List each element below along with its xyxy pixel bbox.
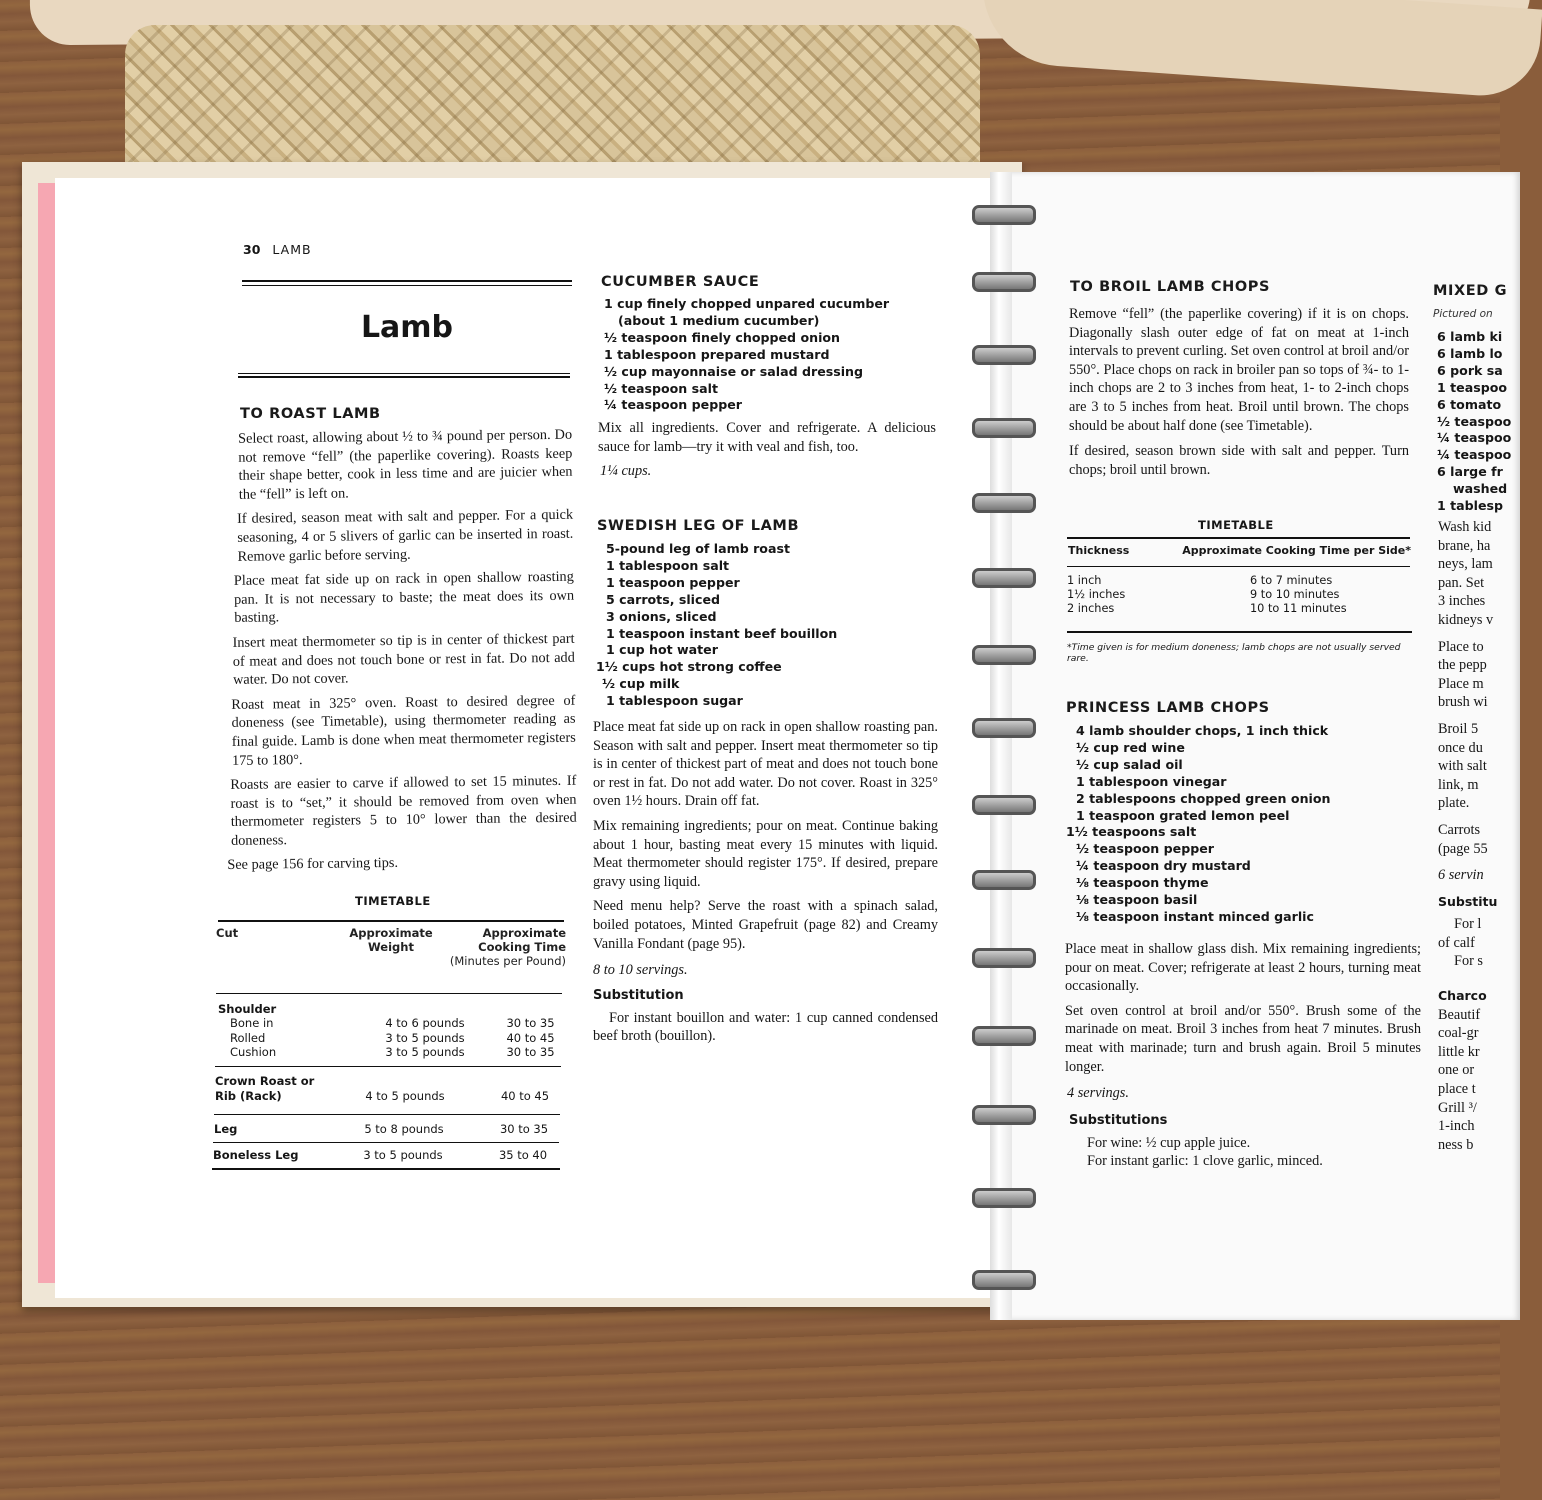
page-header	[243, 242, 312, 257]
broil-timetable-title: TIMETABLE	[1198, 518, 1274, 532]
ingredient: 1½ teaspoons salt	[1066, 824, 1197, 840]
roast-timetable	[216, 926, 566, 968]
swedish-paragraph: Place meat fat side up on rack in open shallow roasting pan. Season with salt and pepper. Insert meat thermometer so tip is in center of thickest part of meat and does not touch bone or rest in fat. Do not add water. Do not cover. Roast in 325° oven 1½ hours. Drain off fat.	[593, 719, 938, 810]
partial-line: brush wi	[1438, 694, 1488, 711]
ingredient: ½ cup mayonnaise or salad dressing	[604, 363, 864, 379]
page-number: 30	[243, 242, 261, 257]
ingredient: ¼ teaspoo	[1437, 430, 1512, 446]
cell-cut: Bone in	[230, 1016, 274, 1030]
cell-time: 10 to 11 minutes	[1250, 602, 1347, 615]
roast-paragraph: See page 156 for carving tips.	[227, 855, 399, 874]
ingredient: ⅛ teaspoon instant minced garlic	[1076, 908, 1314, 924]
binding-ring	[972, 1105, 1036, 1125]
partial-line: Place m	[1438, 675, 1484, 692]
broil-body	[1069, 305, 1409, 479]
cucumber-yield: 1¼ cups.	[600, 463, 652, 479]
partial-line: 6 servin	[1438, 867, 1484, 884]
ingredient: 1½ cups hot strong coffee	[596, 659, 782, 675]
ingredient: 1 tablespoon sugar	[606, 693, 743, 709]
swedish-paragraph: Mix remaining ingredients; pour on meat. Continue baking about 1 hour, basting meat every 15 minutes with liquid. Meat thermometer should register 175°. If desired, prepare gravy using liquid.	[593, 817, 938, 890]
binding-ring	[972, 645, 1036, 665]
cucumber-heading: CUCUMBER SAUCE	[601, 274, 760, 290]
binding-ring	[972, 418, 1036, 438]
roast-body	[222, 426, 577, 881]
swedish-body	[593, 718, 938, 1046]
ingredient: ⅛ teaspoon basil	[1076, 892, 1198, 908]
ingredient: ¼ teaspoon dry mustard	[1076, 858, 1251, 874]
binding-ring	[972, 795, 1036, 815]
col-weight: Approximate Weight	[349, 926, 433, 954]
ingredient: 1 teaspoo	[1437, 379, 1508, 395]
swedish-paragraph: Need menu help? Serve the roast with a spinach salad, boiled potatoes, Minted Grapefruit (page 82) and Creamy Vanilla Fondant (page 95).	[593, 898, 938, 952]
princess-paragraph: Place meat in shallow glass dish. Mix remaining ingredients; pour on meat. Cover; refrigerate at least 2 hours, turning meat occasionally.	[1065, 941, 1421, 995]
partial-line: Beautif	[1438, 1006, 1481, 1023]
ingredient: 6 tomato	[1437, 396, 1502, 412]
table-row	[1067, 602, 1410, 616]
roast-timetable-title: TIMETABLE	[355, 894, 431, 908]
roast-paragraph: Select roast, allowing about ½ to ¾ pound per person. Do not remove “fell” (the paperlike covering). Roasts keep their shape better, cook in less time and are juicier when the “fell” is left on.	[238, 426, 573, 503]
partial-line: 1-inch	[1438, 1118, 1475, 1135]
partial-line: place t	[1438, 1081, 1476, 1098]
broil-timetable-header	[1068, 544, 1411, 557]
ingredient: ½ teaspoon finely chopped onion	[604, 329, 841, 345]
partial-line: with salt	[1438, 758, 1487, 775]
cell-weight: 3 to 5 pounds	[363, 1148, 443, 1162]
partial-line: little kr	[1438, 1043, 1480, 1060]
princess-paragraph: Set oven control at broil and/or 550°. Brush some of the marinade on meat. Broil 3 inches from heat 7 minutes. Brush meat with marinade; turn and brush again. Broil 5 minutes longer.	[1065, 1002, 1421, 1075]
partial-line: link, m	[1438, 776, 1479, 793]
partial-line: pan. Set	[1438, 574, 1485, 591]
cell-time: 9 to 10 minutes	[1250, 588, 1340, 601]
binding-ring	[972, 1188, 1036, 1208]
ingredient: 1 tablespoon salt	[606, 557, 730, 573]
ingredient: ½ cup red wine	[1076, 739, 1185, 755]
mixed-heading: MIXED G	[1433, 283, 1508, 299]
table-row	[216, 1045, 566, 1060]
col-time: Approximate Cooking Time	[478, 926, 566, 954]
cell-weight: 3 to 5 pounds	[385, 1045, 465, 1060]
roast-paragraph: Insert meat thermometer so tip is in center of thickest part of meat and does not touch bone or rest in fat. Do not add water. Do not cover.	[232, 630, 575, 689]
mixed-pictured: Pictured on	[1433, 308, 1493, 320]
ingredient: 6 lamb lo	[1437, 345, 1503, 361]
chapter-title: Lamb	[360, 310, 454, 345]
table-row	[213, 1148, 563, 1162]
cell-time: 30 to 35	[506, 1016, 555, 1030]
partial-line: neys, lam	[1438, 556, 1493, 573]
partial-line: For s	[1454, 953, 1483, 970]
ingredient: 1 tablespoon prepared mustard	[604, 346, 830, 362]
ingredient: 6 large fr	[1437, 464, 1503, 480]
partial-line: Broil 5	[1438, 720, 1479, 737]
swedish-yield: 8 to 10 servings.	[593, 962, 688, 979]
ingredient: ½ cup milk	[602, 676, 680, 692]
ingredient: ⅛ teaspoon thyme	[1076, 875, 1209, 891]
partial-line: Wash kid	[1438, 519, 1492, 535]
col-thickness: Thickness	[1068, 544, 1130, 557]
cell-weight: 3 to 5 pounds	[385, 1030, 465, 1045]
ingredient: (about 1 medium cucumber)	[618, 312, 820, 328]
binding-ring	[972, 870, 1036, 890]
partial-line: 3 inches	[1438, 593, 1486, 610]
cell-time: 30 to 35	[499, 1122, 549, 1136]
ingredient: 1 tablespoon vinegar	[1076, 773, 1227, 789]
binding-ring	[972, 205, 1036, 225]
cell-cut: Crown Roast or Rib (Rack)	[215, 1074, 315, 1103]
cell-cut: Leg	[214, 1122, 238, 1136]
ingredient: ¼ teaspoon pepper	[604, 397, 742, 413]
binding-ring	[972, 345, 1036, 365]
cucumber-ingredients	[604, 296, 944, 414]
cell-time: 35 to 40	[498, 1148, 548, 1162]
cell-thickness: 1 inch	[1067, 574, 1102, 587]
partial-line: Substitu	[1438, 893, 1498, 909]
partial-line: Grill ³/	[1438, 1099, 1477, 1116]
princess-ingredients	[1066, 723, 1416, 926]
ingredient: 1 teaspoon grated lemon peel	[1076, 807, 1290, 823]
cucumber-method: Mix all ingredients. Cover and refrigerate. A delicious sauce for lamb—try it with veal and fish, too.	[598, 420, 936, 455]
ingredient: 6 pork sa	[1437, 362, 1503, 378]
binding-ring	[972, 272, 1036, 292]
page-section: LAMB	[272, 242, 312, 257]
binding-ring	[972, 1270, 1036, 1290]
partial-line: ness b	[1438, 1136, 1474, 1153]
mixed-ingredients	[1437, 329, 1512, 515]
swedish-sub-heading: Substitution	[593, 987, 684, 1003]
table-row	[214, 1122, 564, 1136]
roast-paragraph: Roast meat in 325° oven. Roast to desired degree of doneness (see Timetable), using thermometer reading as final guide. Lamb is done when meat thermometer registers 175 to 180°.	[231, 692, 576, 769]
cell-time: 40 to 45	[500, 1089, 550, 1103]
roast-paragraph: If desired, season meat with salt and pepper. For a quick seasoning, 4 or 5 slivers of garlic can be inserted in roast. Remove garlic before serving.	[236, 507, 574, 565]
ingredient: 4 lamb shoulder chops, 1 inch thick	[1076, 723, 1329, 738]
ingredient: 1 teaspoon instant beef bouillon	[606, 625, 838, 641]
roast-paragraph: Place meat fat side up on rack in open shallow roasting pan. It is not necessary to baste; the meat does its own basting.	[233, 568, 575, 627]
swedish-sub-text: For instant bouillon and water: 1 cup canned condensed beef broth (bouillon).	[593, 1009, 938, 1045]
broil-heading: TO BROIL LAMB CHOPS	[1070, 279, 1271, 295]
col-time: Approximate Cooking Time per Side*	[1182, 544, 1411, 557]
partial-line: once du	[1438, 739, 1483, 756]
swedish-heading: SWEDISH LEG OF LAMB	[597, 518, 800, 534]
cell-thickness: 2 inches	[1067, 602, 1115, 615]
cell-weight: 4 to 6 pounds	[385, 1016, 465, 1030]
cell-cut: Cushion	[230, 1045, 277, 1060]
ingredient: ½ teaspoo	[1437, 413, 1512, 429]
binding-ring	[972, 493, 1036, 513]
table-row	[1067, 588, 1410, 602]
partial-line: plate.	[1438, 795, 1470, 812]
ingredient: 1 teaspoon pepper	[606, 574, 740, 590]
cell-time: 30 to 35	[506, 1045, 555, 1060]
partial-line: For l	[1454, 916, 1482, 933]
princess-sub-heading: Substitutions	[1069, 1112, 1168, 1128]
binding-ring	[972, 1026, 1036, 1046]
swedish-ingredients	[596, 541, 936, 710]
ingredient: ¼ teaspoo	[1437, 447, 1512, 463]
cell-time: 40 to 45	[506, 1030, 555, 1045]
partial-line: brane, ha	[1438, 537, 1491, 554]
princess-sub: For instant garlic: 1 clove garlic, minced.	[1087, 1153, 1323, 1170]
table-row	[215, 1074, 565, 1104]
ingredient: 2 tablespoons chopped green onion	[1076, 790, 1331, 806]
col-cut: Cut	[216, 926, 239, 940]
partial-line: Place to	[1438, 638, 1484, 655]
ingredient: 5-pound leg of lamb roast	[606, 541, 790, 556]
partial-line: kidneys v	[1438, 611, 1494, 628]
partial-line: (page 55	[1438, 840, 1488, 857]
broil-timetable-rows	[1067, 574, 1410, 616]
princess-sub: For wine: ½ cup apple juice.	[1087, 1134, 1251, 1151]
cell-time: 6 to 7 minutes	[1250, 574, 1333, 587]
mixed-lines	[1438, 518, 1500, 1154]
ingredient: 1 cup finely chopped unpared cucumber	[604, 296, 890, 311]
roast-paragraph: Roasts are easier to carve if allowed to set 15 minutes. If roast is to “set,” it should be removed from oven when thermometer registers 5 to 10° lower than the desired doneness.	[230, 772, 577, 849]
ingredient: 5 carrots, sliced	[606, 591, 721, 607]
broil-paragraph: If desired, season brown side with salt and pepper. Turn chops; broil until brown.	[1069, 443, 1409, 478]
table-row	[216, 1031, 566, 1046]
binding-ring	[972, 718, 1036, 738]
table-row	[1067, 574, 1410, 588]
partial-line: Charco	[1438, 988, 1487, 1004]
binding-ring	[972, 948, 1036, 968]
table-row	[216, 1016, 566, 1031]
binding-ring	[972, 568, 1036, 588]
partial-line: coal-gr	[1438, 1025, 1479, 1042]
broil-footnote: *Time given is for medium doneness; lamb chops are not usually served rare.	[1067, 642, 1401, 664]
col-time-sub: (Minutes per Pound)	[449, 954, 566, 968]
ingredient: ½ teaspoon pepper	[1076, 841, 1214, 857]
partial-line: of calf	[1438, 934, 1475, 951]
ingredient: 3 onions, sliced	[606, 608, 717, 624]
partial-line: one or	[1438, 1062, 1475, 1079]
ingredient: ½ cup salad oil	[1076, 756, 1183, 772]
cell-weight: 5 to 8 pounds	[364, 1122, 444, 1136]
cell-cut: Boneless Leg	[213, 1148, 299, 1162]
roast-heading: TO ROAST LAMB	[240, 406, 381, 422]
shoulder-rows	[216, 1016, 566, 1060]
ingredient: 6 lamb ki	[1437, 329, 1503, 344]
ingredient: washed	[1453, 481, 1508, 497]
cell-cut: Rolled	[230, 1030, 266, 1045]
cell-thickness: 1½ inches	[1067, 588, 1126, 601]
partial-line: the pepp	[1438, 657, 1487, 674]
ingredient: ½ teaspoon salt	[604, 380, 718, 396]
shoulder-label: Shoulder	[218, 1002, 277, 1016]
princess-heading: PRINCESS LAMB CHOPS	[1066, 700, 1270, 716]
cell-weight: 4 to 5 pounds	[365, 1089, 445, 1103]
partial-line: Carrots	[1438, 821, 1481, 838]
broil-paragraph: Remove “fell” (the paperlike covering) if it is on chops. Diagonally slash outer edge of fat on meat at 1-inch intervals to prevent curling. Set oven control at broil and/or 550°. Place chops on rack in broiler pan so tops of ¾- to 1-inch chops are 2 to 3 inches from heat, 1- to 2-inch chops are 3 to 5 inches from heat. Broil until brown. The chops should be about half done (see Timetable).	[1069, 306, 1409, 434]
princess-yield: 4 servings.	[1067, 1085, 1129, 1102]
ingredient: 1 tablesp	[1437, 498, 1504, 514]
princess-body	[1065, 940, 1421, 1171]
ingredient: 1 cup hot water	[606, 642, 718, 658]
